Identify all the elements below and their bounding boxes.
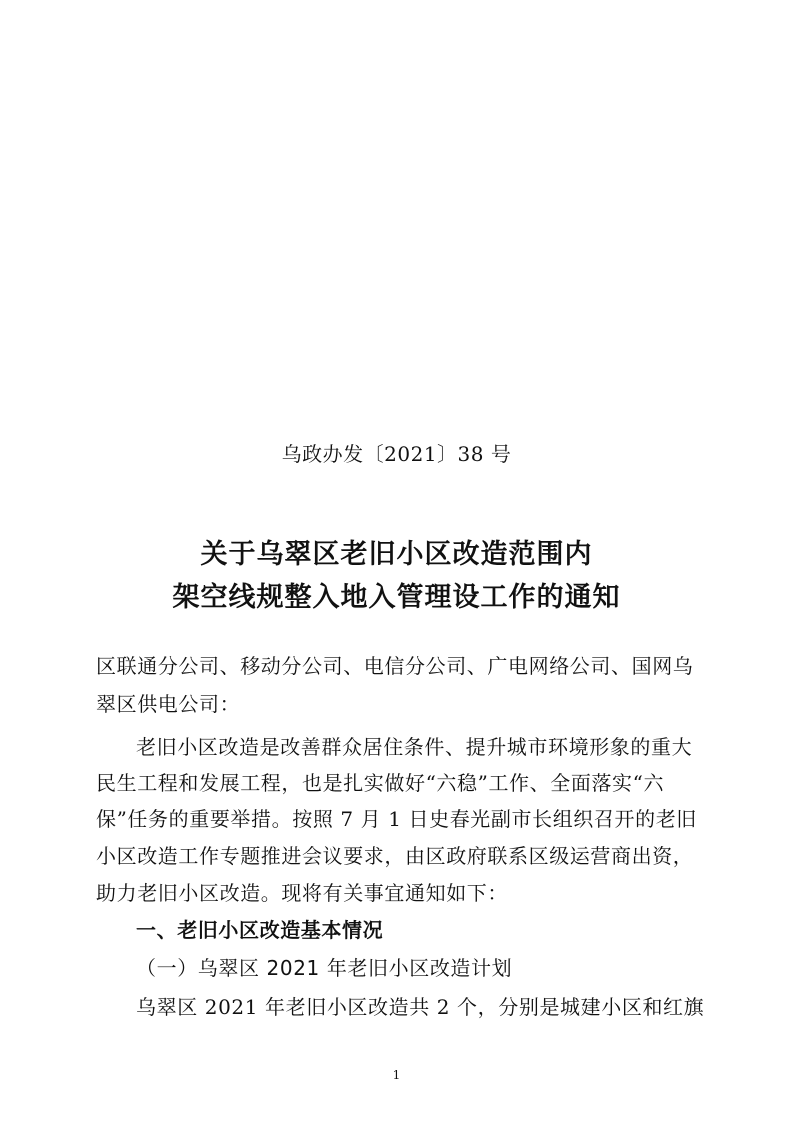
document-number: 乌政办发〔2021〕38 号 [281, 442, 512, 466]
body-line-5: 助力老旧小区改造。现将有关事宜通知如下： [96, 881, 508, 905]
document-title-line-1: 关于乌翠区老旧小区改造范围内 [200, 539, 593, 570]
document-title-line-2: 架空线规整入地入管理设工作的通知 [172, 582, 621, 613]
body-line-last: 乌翠区 2021 年老旧小区改造共 2 个，分别是城建小区和红旗 [136, 995, 705, 1019]
subsection-heading: （一）乌翠区 2021 年老旧小区改造计划 [136, 956, 513, 980]
addressee-line-2: 翠区供电公司： [96, 692, 241, 716]
section-heading: 一、老旧小区改造基本情况 [136, 918, 384, 942]
body-line-3: 保”任务的重要举措。按照 7 月 1 日史春光副市长组织召开的老旧 [96, 807, 697, 831]
body-line-2: 民生工程和发展工程，也是扎实做好“六稳”工作、全面落实“六 [96, 771, 665, 795]
page-number: 1 [392, 1068, 401, 1082]
body-line-1: 老旧小区改造是改善群众居住条件、提升城市环境形象的重大 [136, 735, 693, 759]
body-line-4: 小区改造工作专题推进会议要求，由区政府联系区级运营商出资， [96, 844, 694, 868]
addressee-line-1: 区联通分公司、移动分公司、电信分公司、广电网络公司、国网乌 [96, 654, 694, 678]
